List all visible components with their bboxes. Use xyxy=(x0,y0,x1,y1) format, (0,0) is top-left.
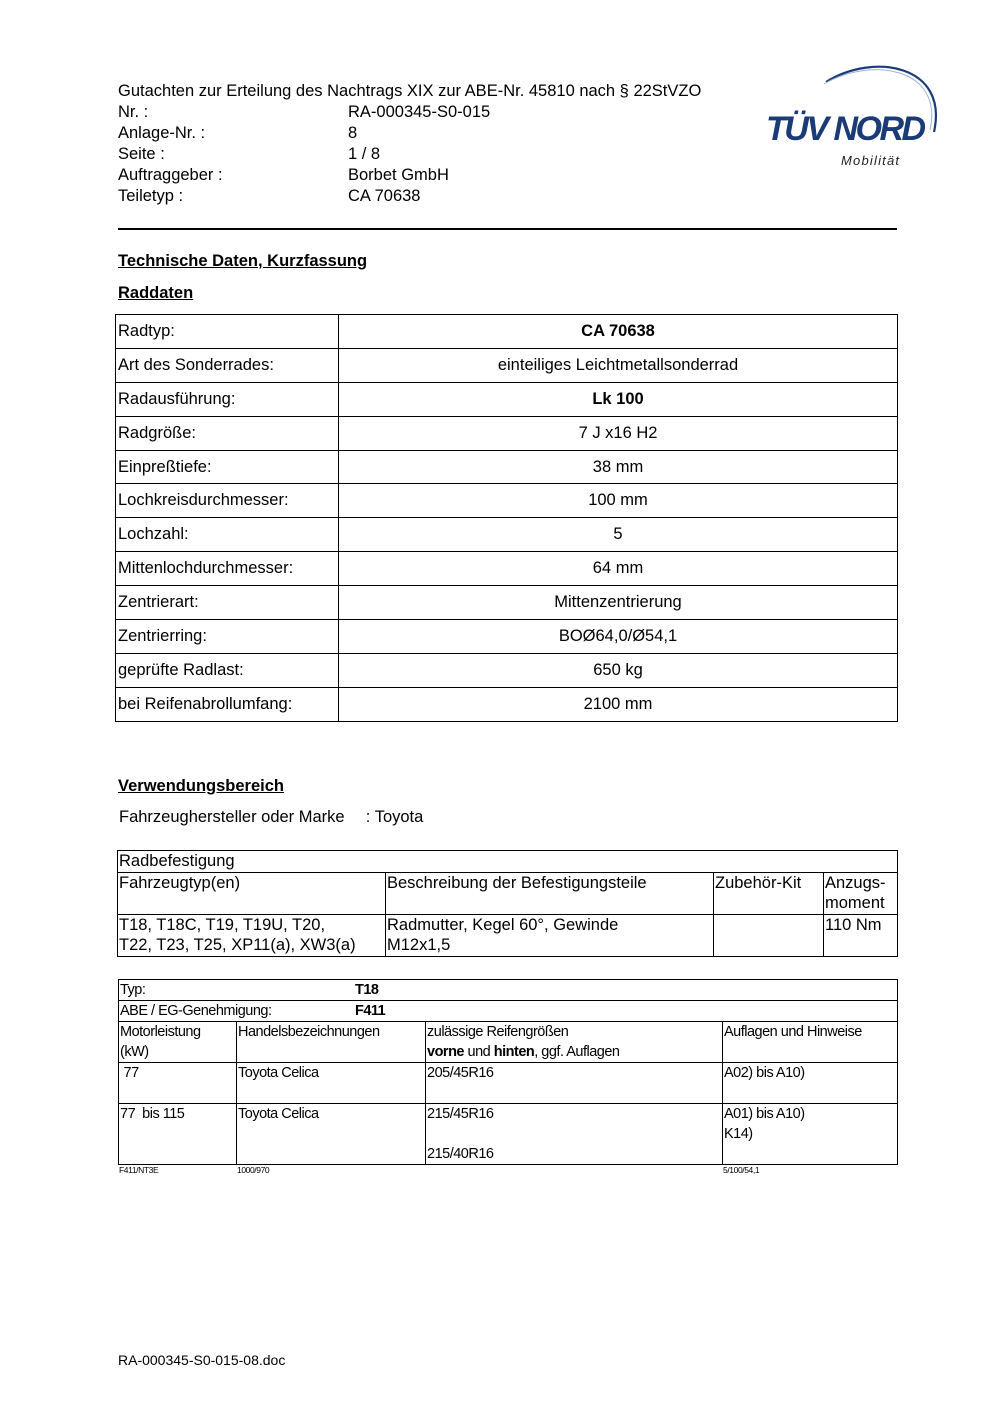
logo-sub-text: Mobilität xyxy=(841,153,901,168)
radbefestigung-header-kit: Zubehör-Kit xyxy=(714,872,824,914)
raddaten-label: geprüfte Radlast: xyxy=(116,653,339,687)
typ-footer-code-2: 1000/970 xyxy=(237,1165,270,1175)
motor-cell: 77 xyxy=(119,1063,237,1104)
table-row xyxy=(116,552,898,586)
raddaten-value: 650 kg xyxy=(339,653,898,687)
raddaten-value: einteiliges Leichtmetallsonderrad xyxy=(339,348,898,382)
raddaten-label: Mittenlochdurchmesser: xyxy=(116,552,339,586)
header-row-nr xyxy=(118,102,701,123)
logo-brand-text: TÜV NORD xyxy=(766,110,924,148)
radbefestigung-title: Radbefestigung xyxy=(118,851,898,873)
tyres-cell: 215/45R16 215/40R16 xyxy=(426,1104,723,1165)
motor-cell: 77 bis 115 xyxy=(119,1104,237,1165)
header-label: Seite : xyxy=(118,145,165,163)
manufacturer-separator: : xyxy=(365,808,371,826)
typ-table xyxy=(118,979,898,1165)
raddaten-label: Radausführung: xyxy=(116,382,339,416)
typ-label: Typ: xyxy=(120,982,146,998)
raddaten-value: 38 mm xyxy=(339,450,898,484)
typ-footer-code-1: F411/NT3E xyxy=(119,1165,159,1175)
typ-footer-code-3: 5/100/54,1 xyxy=(723,1165,760,1175)
raddaten-label: Art des Sonderrades: xyxy=(116,348,339,382)
radbefestigung-torque: 110 Nm xyxy=(824,914,898,956)
header-row-anlage xyxy=(118,123,701,144)
abe-label: ABE / EG-Genehmigung: xyxy=(120,1003,272,1019)
raddaten-label: Lochkreisdurchmesser: xyxy=(116,484,339,518)
notes-cell: A02) bis A10) xyxy=(723,1063,898,1104)
table-row xyxy=(119,980,898,1001)
header-row-auftraggeber xyxy=(118,165,701,186)
table-row xyxy=(118,872,898,914)
header-value: Borbet GmbH xyxy=(348,166,449,184)
header-row-seite xyxy=(118,144,701,165)
header-label: Nr. : xyxy=(118,103,149,121)
table-row xyxy=(116,416,898,450)
raddaten-title: Raddaten xyxy=(118,284,194,302)
name-cell: Toyota Celica xyxy=(237,1104,426,1165)
table-row xyxy=(116,450,898,484)
notes-cell: A01) bis A10) K14) xyxy=(723,1104,898,1165)
header-auflagen-suffix: , ggf. Auflagen xyxy=(534,1044,620,1060)
section-title: Technische Daten, Kurzfassung xyxy=(118,252,368,270)
raddaten-label: Radgröße: xyxy=(116,416,339,450)
header-reifen-line2 xyxy=(427,1042,721,1062)
raddaten-value: CA 70638 xyxy=(339,315,898,349)
header-label: Auftraggeber : xyxy=(118,166,223,184)
header-divider xyxy=(118,228,897,230)
raddaten-label: Einpreßtiefe: xyxy=(116,450,339,484)
manufacturer-value: Toyota xyxy=(374,808,424,826)
name-cell: Toyota Celica xyxy=(237,1063,426,1104)
table-row xyxy=(116,518,898,552)
raddaten-value: 64 mm xyxy=(339,552,898,586)
header-label: Anlage-Nr. : xyxy=(118,124,206,142)
tuev-nord-logo-graphic xyxy=(764,60,944,170)
radbefestigung-desc: Radmutter, Kegel 60°, Gewinde M12x1,5 xyxy=(386,914,714,956)
table-row xyxy=(116,315,898,349)
raddaten-value: BOØ64,0/Ø54,1 xyxy=(339,620,898,654)
radbefestigung-header-types: Fahrzeugtyp(en) xyxy=(118,872,386,914)
table-row xyxy=(116,620,898,654)
table-row xyxy=(118,914,898,956)
verwendungsbereich-title: Verwendungsbereich xyxy=(118,777,284,795)
radbefestigung-kit xyxy=(714,914,824,956)
raddaten-label: Zentrierart: xyxy=(116,586,339,620)
raddaten-table xyxy=(115,314,898,722)
header-value: 1 / 8 xyxy=(348,145,381,163)
header-motorleistung: Motorleistung (kW) xyxy=(119,1022,237,1063)
header-label: Teiletyp : xyxy=(118,187,184,205)
table-row xyxy=(116,687,898,721)
table-row xyxy=(118,851,898,873)
header-und: und xyxy=(464,1044,494,1060)
table-row xyxy=(116,348,898,382)
table-row xyxy=(116,382,898,416)
header-value: 8 xyxy=(348,124,358,142)
document-filename: RA-000345-S0-015-08.doc xyxy=(118,1352,286,1368)
header-reifengroessen xyxy=(426,1022,723,1063)
header-vorne: vorne xyxy=(427,1044,464,1060)
header-row-teiletyp xyxy=(118,186,701,207)
radbefestigung-types: T18, T18C, T19, T19U, T20, T22, T23, T25, XP11(a), XW3(a) xyxy=(118,914,386,956)
table-row xyxy=(116,653,898,687)
table-row xyxy=(119,1001,898,1022)
table-row xyxy=(116,586,898,620)
header-value: CA 70638 xyxy=(348,187,421,205)
header-value: RA-000345-S0-015 xyxy=(348,103,491,121)
table-row xyxy=(119,1063,898,1104)
header-auflagen: Auflagen und Hinweise xyxy=(723,1022,898,1063)
radbefestigung-header-desc: Beschreibung der Befestigungsteile xyxy=(386,872,714,914)
raddaten-value: 7 J x16 H2 xyxy=(339,416,898,450)
manufacturer-label: Fahrzeughersteller oder Marke xyxy=(119,808,345,826)
raddaten-value: Lk 100 xyxy=(339,382,898,416)
header-handelsbezeichnungen: Handelsbezeichnungen xyxy=(237,1022,426,1063)
raddaten-value: Mittenzentrierung xyxy=(339,586,898,620)
table-row xyxy=(119,1104,898,1165)
raddaten-label: Zentrierring: xyxy=(116,620,339,654)
header-title: Gutachten zur Erteilung des Nachtrags XIX zur ABE-Nr. 45810 nach § 22StVZO xyxy=(118,82,702,100)
raddaten-label: bei Reifenabrollumfang: xyxy=(116,687,339,721)
raddaten-label: Lochzahl: xyxy=(116,518,339,552)
raddaten-value: 5 xyxy=(339,518,898,552)
typ-value: T18 xyxy=(355,982,379,998)
header-hinten: hinten xyxy=(493,1044,535,1060)
manufacturer-line xyxy=(119,808,423,827)
table-row xyxy=(116,484,898,518)
document-header xyxy=(118,81,701,207)
abe-value: F411 xyxy=(355,1003,386,1019)
radbefestigung-table xyxy=(117,850,898,957)
header-reifen-line1: zulässige Reifengrößen xyxy=(427,1024,569,1040)
radbefestigung-header-torque: Anzugs- moment xyxy=(824,872,898,914)
raddaten-value: 2100 mm xyxy=(339,687,898,721)
table-row xyxy=(119,1022,898,1063)
tuev-nord-logo xyxy=(764,60,944,170)
raddaten-value: 100 mm xyxy=(339,484,898,518)
raddaten-label: Radtyp: xyxy=(116,315,339,349)
tyres-cell: 205/45R16 xyxy=(426,1063,723,1104)
